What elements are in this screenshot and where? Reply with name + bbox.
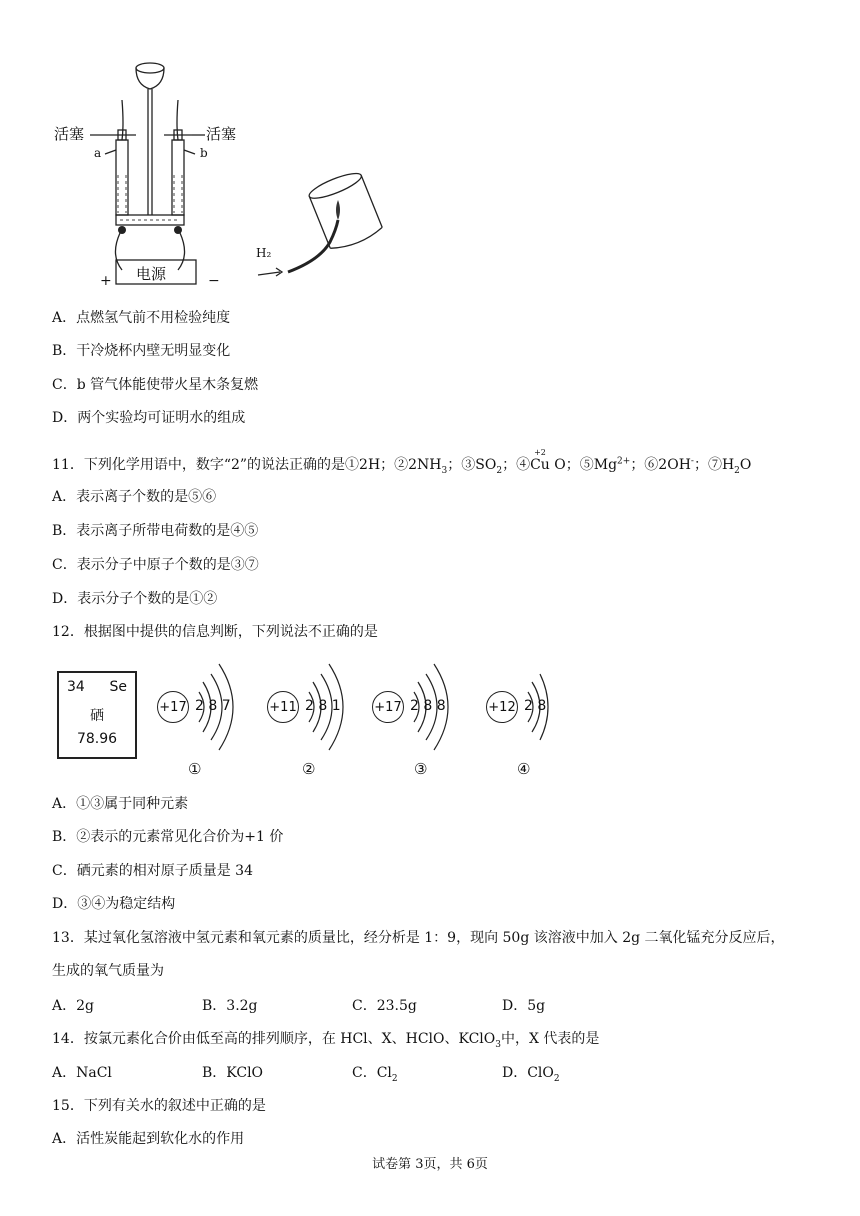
q12-option-c: C．硒元素的相对原子质量是 34 — [52, 863, 253, 879]
element-name: 硒 — [90, 708, 104, 724]
element-symbol: Se — [109, 679, 127, 695]
atom-diagram-1 — [155, 654, 265, 764]
q11-h2o-end: O — [739, 457, 752, 473]
q10-option-a: A．点燃氢气前不用检验纯度 — [52, 310, 231, 326]
q13-option-b: B．3.2g — [202, 998, 258, 1014]
atom-2-nucleus: +11 — [267, 691, 299, 723]
q13-stem-line1: 13．某过氧化氢溶液中氢元素和氧元素的质量比，经分析是 1：9，现向 50g 该溶液中加入 2g 二氧化锰充分反应后， — [52, 930, 785, 946]
atomic-mass: 78.96 — [76, 731, 118, 747]
q11-option-b: B．表示离子所带电荷数的是④⑤ — [52, 523, 259, 539]
q11-stem — [52, 450, 751, 480]
q14-kclo3-sub: 3 — [495, 1039, 501, 1050]
q11-mg: ；⑤Mg — [565, 457, 618, 473]
q11-oh-sup: - — [690, 456, 694, 467]
atom-4-electrons: 2 8 — [524, 698, 547, 714]
q10-option-d: D．两个实验均可证明水的组成 — [52, 410, 246, 426]
q11-cuo-formula: Cu O — [530, 457, 566, 473]
q11-so2-sub: 2 — [496, 465, 503, 476]
q14-stem — [52, 1030, 599, 1054]
atomic-number: 34 — [67, 679, 85, 695]
tube-b-label: b — [200, 146, 208, 160]
q14-stem-part2: 中，X 代表的是 — [501, 1031, 600, 1047]
q14-option-d — [502, 1064, 560, 1088]
q12-stem: 12．根据图中提供的信息判断，下列说法不正确的是 — [52, 624, 378, 640]
atom-diagram-3 — [370, 654, 480, 764]
q11-option-c: C．表示分子中原子个数的是③⑦ — [52, 557, 259, 573]
electrolysis-figure — [50, 55, 250, 295]
atom-3-electrons: 2 8 8 — [410, 698, 446, 714]
q11-nh3-sub: 3 — [441, 465, 448, 476]
q11-cuo-charge: +2 — [534, 448, 546, 457]
q13-option-d: D．5g — [502, 998, 546, 1014]
q14-stem-part1: 14．按氯元素化合价由低至高的排列顺序，在 HCl、X、HClO、KClO — [52, 1031, 496, 1047]
q11-oh: ；⑥2OH — [630, 457, 691, 473]
q13-option-c: C．23.5g — [352, 998, 417, 1014]
atom-4-label: ④ — [517, 760, 531, 778]
q15-option-a: A．活性炭能起到软化水的作用 — [52, 1131, 245, 1147]
q10-option-b: B．干冷烧杯内壁无明显变化 — [52, 343, 231, 359]
atom-2-label: ② — [302, 760, 316, 778]
q13-stem-line2: 生成的氧气质量为 — [52, 963, 164, 979]
tube-a-label: a — [94, 146, 102, 160]
q13-option-a: A．2g — [52, 998, 94, 1014]
beaker-flame-drawing — [250, 170, 400, 290]
page-footer: 试卷第 3页，共 6页 — [372, 1157, 488, 1172]
atom-1-electrons: 2 8 7 — [195, 698, 231, 714]
q11-h2o: ；⑦H — [693, 457, 735, 473]
valve-label-right: 活塞 — [206, 125, 237, 143]
selenium-element-card — [57, 671, 137, 759]
atom-1-label: ① — [188, 760, 202, 778]
q11-cuo — [530, 450, 566, 474]
q11-so2: ；③SO — [447, 457, 497, 473]
negative-terminal: − — [208, 273, 220, 289]
positive-terminal: + — [100, 273, 112, 289]
q11-stem-part1: 11．下列化学用语中，数字“2”的说法正确的是①2H；②2NH — [52, 457, 442, 473]
atom-diagram-4 — [484, 654, 594, 764]
q12-option-a: A．①③属于同种元素 — [52, 796, 189, 812]
q11-h2o-sub: 2 — [734, 465, 740, 476]
atom-1-nucleus: +17 — [157, 691, 189, 723]
q14-option-d-text: D．ClO — [502, 1065, 554, 1081]
hydrogen-burning-figure — [250, 170, 400, 290]
q14-option-a: A．NaCl — [52, 1065, 112, 1081]
q11-option-d: D．表示分子个数的是①② — [52, 591, 218, 607]
q11-mg-sup: 2+ — [617, 456, 631, 467]
h2-label: H₂ — [256, 246, 272, 260]
atom-diagram-2 — [265, 654, 375, 764]
valve-label-left: 活塞 — [54, 125, 85, 143]
atom-4-nucleus: +12 — [486, 691, 518, 723]
q14-option-c — [352, 1064, 398, 1088]
q15-stem: 15．下列有关水的叙述中正确的是 — [52, 1098, 266, 1114]
q11-cuo-lead: ；④ — [502, 457, 531, 473]
q14-option-c-sub: 2 — [391, 1073, 398, 1084]
atom-3-nucleus: +17 — [372, 691, 404, 723]
q12-option-d: D．③④为稳定结构 — [52, 896, 176, 912]
atom-2-electrons: 2 8 1 — [305, 698, 341, 714]
q14-option-d-sub: 2 — [553, 1073, 560, 1084]
q12-option-b: B．②表示的元素常见化合价为+1 价 — [52, 829, 284, 845]
q10-option-c: C．b 管气体能使带火星木条复燃 — [52, 377, 259, 393]
q14-option-c-text: C．Cl — [352, 1065, 392, 1081]
q14-option-b: B．KClO — [202, 1065, 264, 1081]
atom-3-label: ③ — [414, 760, 428, 778]
power-source-label: 电源 — [136, 265, 167, 283]
electrolysis-apparatus-drawing — [50, 55, 250, 295]
q11-option-a: A．表示离子个数的是⑤⑥ — [52, 489, 217, 505]
